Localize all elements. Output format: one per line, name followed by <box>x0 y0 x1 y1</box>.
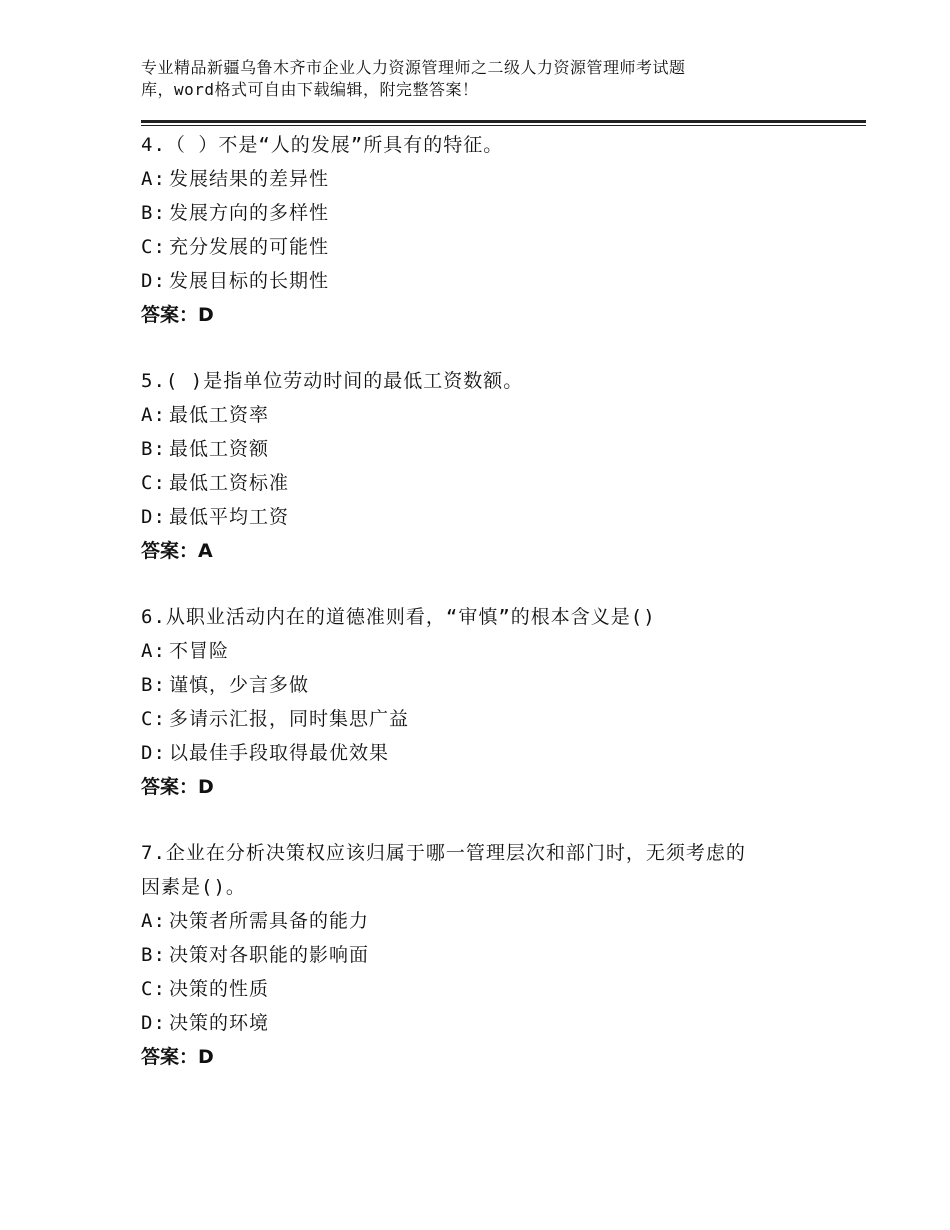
option-text: 最低工资标准 <box>169 472 290 494</box>
header-line-2: 库，word格式可自由下载编辑，附完整答案！ <box>141 80 479 99</box>
document-header <box>141 57 781 101</box>
option-letter: D: <box>141 506 166 528</box>
option-letter: C: <box>141 236 166 258</box>
option-letter: A: <box>141 910 166 932</box>
question-7 <box>141 836 841 1074</box>
option-text: 最低工资额 <box>169 438 270 460</box>
option-letter: D: <box>141 1012 166 1034</box>
option-c <box>141 972 841 1006</box>
header-line-1: 专业精品新疆乌鲁木齐市企业人力资源管理师之二级人力资源管理师考试题 <box>141 58 686 77</box>
option-text: 充分发展的可能性 <box>169 236 330 258</box>
option-a <box>141 904 841 938</box>
option-text: 最低工资率 <box>169 404 270 426</box>
question-4 <box>141 128 841 332</box>
option-letter: D: <box>141 270 166 292</box>
option-text: 多请示汇报，同时集思广益 <box>169 708 410 730</box>
option-c <box>141 466 841 500</box>
option-text: 以最佳手段取得最优效果 <box>169 742 390 764</box>
stem-line: 4.（ ）不是“人的发展”所具有的特征。 <box>141 134 504 156</box>
answer-line: 答案：D <box>141 304 214 326</box>
option-text: 最低平均工资 <box>169 506 290 528</box>
option-text: 不冒险 <box>169 640 230 662</box>
option-letter: B: <box>141 944 166 966</box>
option-text: 发展目标的长期性 <box>169 270 330 292</box>
option-a <box>141 634 841 668</box>
option-letter: B: <box>141 674 166 696</box>
option-text: 决策的性质 <box>169 978 270 1000</box>
option-text: 决策者所需具备的能力 <box>169 910 370 932</box>
option-a <box>141 162 841 196</box>
stem-line: 因素是()。 <box>141 876 246 898</box>
option-d <box>141 1006 841 1040</box>
option-c <box>141 702 841 736</box>
stem-line: 7.企业在分析决策权应该归属于哪一管理层次和部门时，无须考虑的 <box>141 842 746 864</box>
option-letter: A: <box>141 168 166 190</box>
option-letter: C: <box>141 978 166 1000</box>
option-b <box>141 196 841 230</box>
option-c <box>141 230 841 264</box>
stem-line: 5.( )是指单位劳动时间的最低工资数额。 <box>141 370 524 392</box>
option-letter: D: <box>141 742 166 764</box>
option-text: 发展方向的多样性 <box>169 202 330 224</box>
option-letter: B: <box>141 438 166 460</box>
option-b <box>141 432 841 466</box>
option-text: 决策对各职能的影响面 <box>169 944 370 966</box>
question-6 <box>141 600 841 804</box>
option-letter: B: <box>141 202 166 224</box>
option-letter: C: <box>141 708 166 730</box>
option-text: 谨慎，少言多做 <box>169 674 310 696</box>
option-b <box>141 938 841 972</box>
question-5 <box>141 364 841 568</box>
answer-line: 答案：A <box>141 540 213 562</box>
answer-line: 答案：D <box>141 1046 214 1068</box>
question-list <box>141 128 841 1106</box>
question-stem <box>141 364 841 398</box>
option-letter: A: <box>141 640 166 662</box>
option-a <box>141 398 841 432</box>
option-d <box>141 500 841 534</box>
answer-line: 答案：D <box>141 776 214 798</box>
header-divider-thin <box>141 125 866 126</box>
option-text: 决策的环境 <box>169 1012 270 1034</box>
stem-line: 6.从职业活动内在的道德准则看，“审慎”的根本含义是() <box>141 606 656 628</box>
option-text: 发展结果的差异性 <box>169 168 330 190</box>
header-divider-thick <box>141 120 866 123</box>
question-stem <box>141 128 841 162</box>
option-d <box>141 736 841 770</box>
option-d <box>141 264 841 298</box>
question-stem <box>141 836 841 904</box>
option-letter: C: <box>141 472 166 494</box>
option-letter: A: <box>141 404 166 426</box>
option-b <box>141 668 841 702</box>
question-stem <box>141 600 841 634</box>
